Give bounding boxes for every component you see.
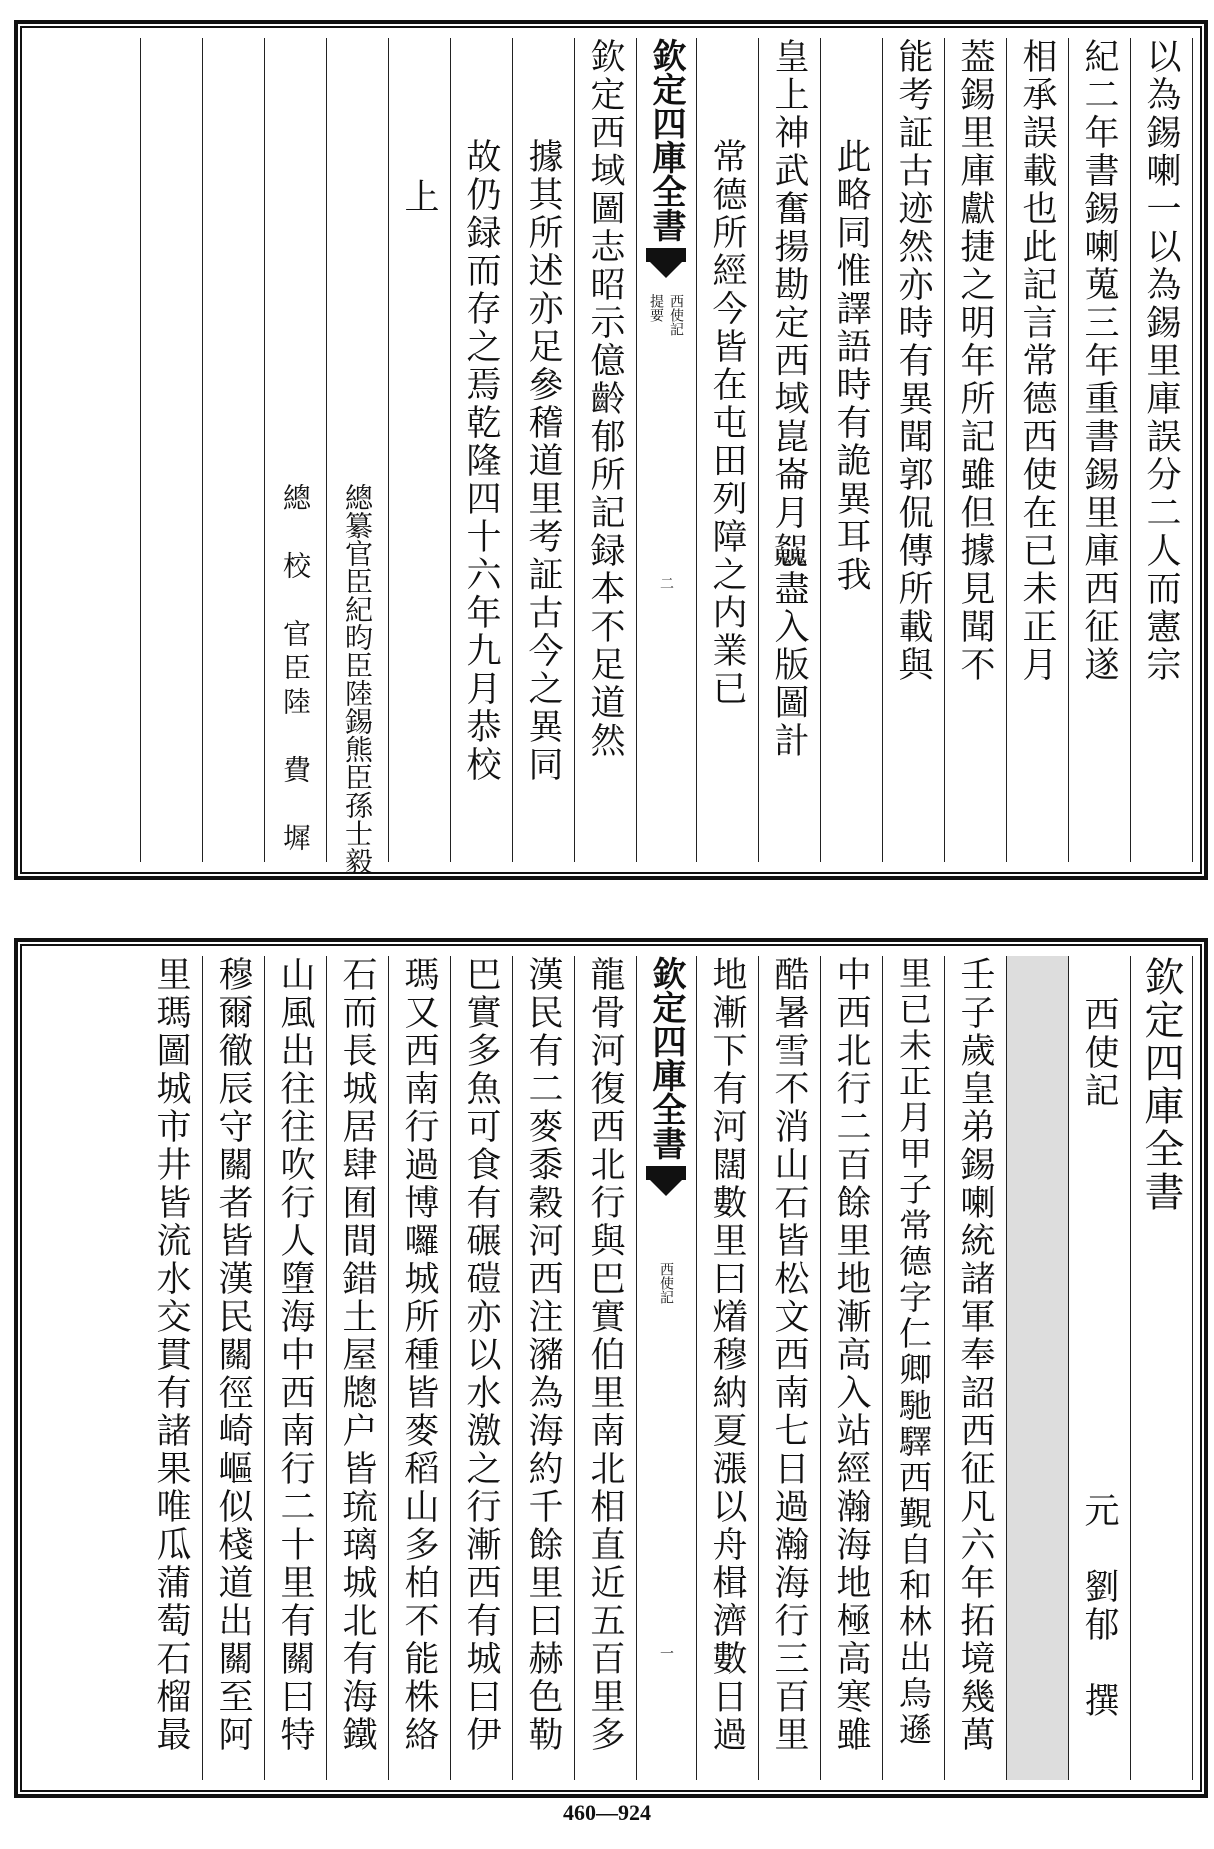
fold-work-title: 西使記 [668, 294, 684, 336]
text-column [882, 956, 945, 1780]
column-text: 酷暑雪不消山石皆松文西南七日過瀚海行三百里 [769, 956, 809, 1754]
book-title: 欽定四庫全書 [1138, 956, 1184, 1214]
text-column [882, 38, 945, 862]
column-text: 穆爾徹辰守關者皆漢民關徑崎嶇似棧道出關至阿 [213, 956, 253, 1754]
text-column [758, 956, 821, 1780]
column-text: 中西北行二百餘里地漸高入站經瀚海地極高寒雖 [831, 956, 871, 1754]
center-fold [636, 38, 697, 862]
text-column [820, 956, 883, 1780]
proofreader-credit: 總 校 官臣陸 費 墀 [279, 483, 312, 857]
text-column [326, 38, 389, 875]
column-text: 上 [399, 178, 439, 216]
fold-title: 欽定四庫全書 [646, 38, 686, 242]
column-text: 壬子歲皇弟錫喇統諸軍奉詔西征凡六年拓境幾萬 [955, 956, 995, 1754]
column-text: 皇上神武奮揚勘定西域崑崙月𩴿盡入版圖計 [769, 38, 809, 760]
text-column [140, 956, 203, 1780]
text-column [696, 38, 759, 862]
center-fold [636, 956, 697, 1780]
fold-work-title: 西使記 [658, 1262, 674, 1304]
column-text: 此略同惟譯語時有詭異耳我 [831, 138, 871, 594]
blank-column [202, 38, 265, 862]
text-column [574, 956, 637, 1780]
column-text: 巴實多魚可食有碾磑亦以水激之行漸西有城曰伊 [461, 956, 501, 1754]
text-column [512, 956, 575, 1780]
work-author-column [1068, 956, 1131, 1780]
text-column [696, 956, 759, 1780]
column-text: 石而長城居肆囿間錯土屋牕户皆琉璃城北有海鐵 [337, 956, 377, 1754]
text-column [450, 956, 513, 1780]
blank-column [18, 38, 78, 862]
text-column [388, 38, 451, 862]
text-column [1130, 38, 1193, 862]
text-column [944, 38, 1007, 862]
fold-section: 提要 [648, 294, 664, 322]
text-column [264, 38, 327, 862]
column-text: 瑪又西南行過博囉城所種皆麥稻山多柏不能株絡 [399, 956, 439, 1754]
column-text: 相承誤載也此記言常德西使在已未正月 [1017, 38, 1057, 684]
blank-column [78, 38, 141, 862]
text-column [512, 38, 575, 862]
fishtail-mark [646, 248, 686, 288]
text-column [326, 956, 389, 1780]
column-text: 葢錫里庫獻捷之明年所記雖但據見聞不 [955, 38, 995, 684]
blank-column [18, 956, 140, 1780]
column-text: 紀二年書錫喇蒐三年重書錫里庫西征遂 [1079, 38, 1119, 684]
column-text: 故仍録而存之焉乾隆四十六年九月恭校 [461, 138, 501, 784]
column-text: 常德所經今皆在屯田列障之内業已 [707, 138, 747, 708]
column-text: 漢民有二麥黍穀河西注瀦為海約千餘里曰赫色勒 [523, 956, 563, 1754]
text-column [1068, 38, 1131, 862]
column-text: 欽定西域圖志昭示億齡郁所記録本不足道然 [585, 38, 625, 760]
text-column [820, 38, 883, 862]
leaf-number: 一 [658, 1646, 674, 1660]
text-column [574, 38, 637, 862]
text-column [944, 956, 1007, 1780]
blank-column [140, 38, 203, 862]
text-column [450, 38, 513, 862]
work-title: 西使記 [1079, 996, 1119, 1110]
column-text: 里已未正月甲子常德字仁卿馳驛西覲自和林出烏遜 [894, 956, 933, 1748]
text-column [264, 956, 327, 1780]
fishtail-mark [646, 1166, 686, 1206]
fold-title: 欽定四庫全書 [646, 956, 686, 1160]
text-column [202, 956, 265, 1780]
column-text: 龍骨河復西北行與巴實伯里南北相直近五百里多 [585, 956, 625, 1754]
text-column [758, 38, 821, 862]
column-text: 據其所述亦足參稽道里考証古今之異同 [523, 138, 563, 784]
column-text: 山風出往往吹行人墮海中西南行二十里有關曰特 [275, 956, 315, 1754]
column-text: 里瑪圖城市井皆流水交貫有諸果唯瓜蒲萄石榴最 [151, 956, 191, 1754]
column-text: 以為錫喇一以為錫里庫誤分二人而憲宗 [1141, 38, 1181, 684]
text-column [1006, 38, 1069, 862]
page-number: 460—924 [563, 1800, 651, 1825]
column-text: 地漸下有河闊數里曰𤏲穆納夏漲以舟楫濟數日過 [707, 956, 747, 1754]
book-title-column [1130, 956, 1193, 1780]
compiler-credits: 總纂官臣紀昀臣陸錫熊臣孫士毅 [341, 483, 374, 875]
text-column [388, 956, 451, 1780]
upper-page [14, 20, 1208, 880]
column-text: 能考証古迹然亦時有異聞郭侃傳所載與 [893, 38, 933, 684]
lower-page [14, 938, 1208, 1798]
author-line: 元 劉郁 撰 [1079, 1492, 1119, 1720]
seal-stamp-column [1006, 956, 1069, 1780]
leaf-number: 二 [658, 576, 674, 590]
